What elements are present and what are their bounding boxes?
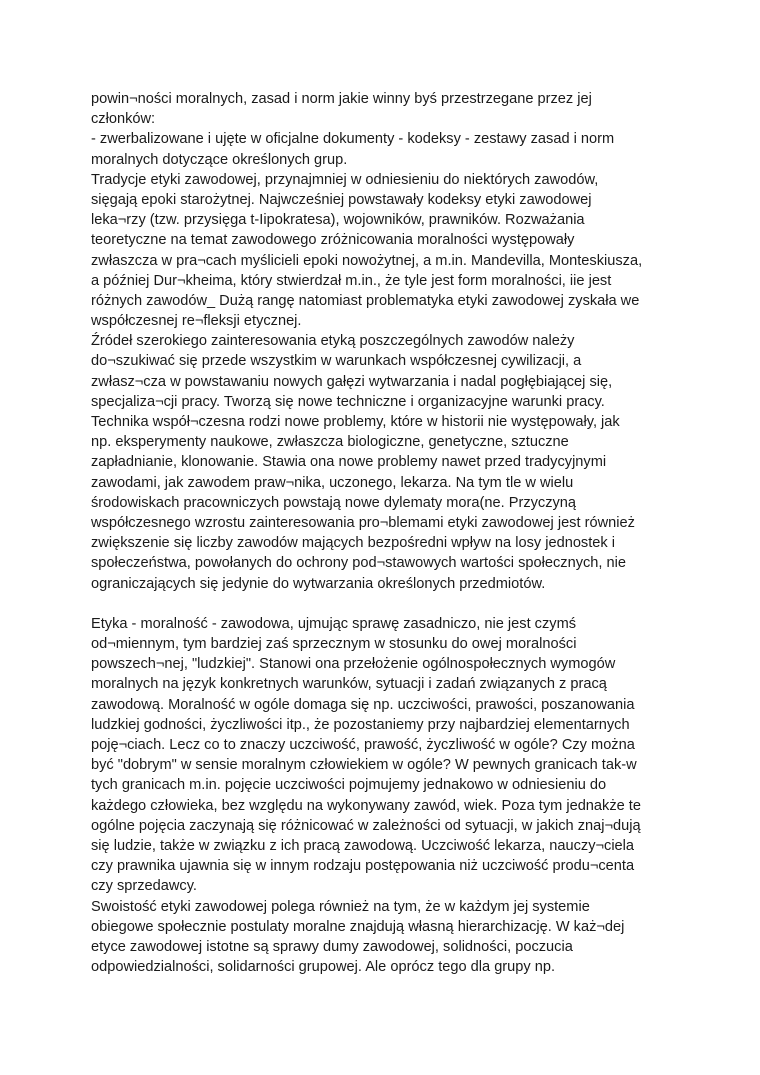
text-line: zwłasz¬cza w powstawaniu nowych gałęzi wytwarzania i nadal pogłębiającej się,	[91, 373, 613, 390]
text-line: zapładnianie, klonowanie. Stawia ona nowe problemy nawet przed tradycyjnymi	[91, 454, 607, 471]
text-line: zwiększenie się liczby zawodów mających bezpośredni wpływ na losy jednostek i	[91, 535, 615, 552]
text-line: Swoistość etyki zawodowej polega również na tym, że w każdym jej systemie	[91, 898, 590, 915]
text-line: zwłaszcza w pra¬cach myślicieli epoki nowożytnej, a m.in. Mandevilla, Monteskiusza,	[91, 252, 643, 269]
text-line: zawodami, jak zawodem praw¬nika, uczonego, lekarza. Na tym tle w wielu	[91, 474, 574, 491]
text-line: od¬miennym, tym bardziej zaś sprzecznym w stosunku do owej moralności	[91, 636, 577, 653]
paragraph-gap	[91, 594, 681, 614]
text-line: Źródeł szerokiego zainteresowania etyką poszczególnych zawodów należy	[91, 333, 575, 350]
text-line: do¬szukiwać się przede wszystkim w warunkach współczesnej cywilizacji, a	[91, 353, 582, 370]
text-line: współczesnej re¬fleksji etycznej.	[91, 313, 302, 330]
text-line: różnych zawodów_ Dużą rangę natomiast problematyka etyki zawodowej zyskała we	[91, 292, 640, 309]
text-line: czy sprzedawcy.	[91, 878, 197, 895]
paragraph-block-2	[91, 614, 681, 977]
text-line: leka¬rzy (tzw. przysięga t-Iipokratesa), wojowników, prawników. Rozważania	[91, 212, 585, 229]
text-line: Technika współ¬czesna rodzi nowe problemy, które w historii nie występowały, jak	[91, 414, 620, 430]
text-line: społeczeństwa, powołanych do ochrony pod¬stawowych wartości społecznych, nie	[91, 555, 626, 572]
document-body	[91, 89, 681, 977]
text-line: współczesnego wzrostu zainteresowania pro¬blemami etyki zawodowej jest również	[91, 514, 635, 531]
text-line: moralnych dotyczące określonych grup.	[91, 151, 348, 168]
text-line: być "dobrym" w sensie moralnym człowiekiem w ogóle? W pewnych granicach tak-w	[91, 757, 637, 774]
text-line: czy prawnika ujawnia się w innym rodzaju postępowania niż uczciwość produ¬centa	[91, 858, 635, 875]
text-line: obiegowe społecznie postulaty moralne znajdują własną hierarchizację. W każ¬dej	[91, 918, 625, 935]
text-line: środowiskach pracowniczych powstają nowe dylematy mora(ne. Przyczyną	[91, 494, 577, 511]
text-line: moralnych na język konkretnych warunków, sytuacji i zadań związanych z pracą	[91, 676, 607, 693]
text-line: tych granicach m.in. pojęcie uczciwości pojmujemy jednakowo w odniesieniu do	[91, 777, 607, 794]
text-line: etyce zawodowej istotne są sprawy dumy zawodowej, solidności, poczucia	[91, 938, 573, 955]
paragraph-block-1	[91, 89, 681, 594]
text-line: odpowiedzialności, solidarności grupowej. Ale oprócz tego dla grupy np.	[91, 959, 556, 976]
text-line: ogólne pojęcia zaczynają się różnicować w zależności od sytuacji, w jakich znaj¬dują	[91, 817, 641, 834]
text-line: się ludzie, także w związku z ich pracą zawodową. Uczciwość lekarza, nauczy¬ciela	[91, 837, 635, 854]
text-line: teoretyczne na temat zawodowego zróżnicowania moralności występowały	[91, 232, 575, 249]
text-line: poję¬ciach. Lecz co to znaczy uczciwość, prawość, życzliwość w ogóle? Czy można	[91, 737, 635, 753]
text-line: a później Dur¬kheima, który stwierdzał m.in., że tyle jest form moralności, iie jest	[91, 272, 612, 289]
text-line: Tradycje etyki zawodowej, przynajmniej w odniesieniu do niektórych zawodów,	[91, 171, 599, 188]
text-line: Etyka - moralność - zawodowa, ujmując sprawę zasadniczo, nie jest czymś	[91, 615, 577, 632]
text-line: - zwerbalizowane i ujęte w oficjalne dokumenty - kodeksy - zestawy zasad i norm	[91, 131, 615, 148]
text-line: sięgają epoki starożytnej. Najwcześniej powstawały kodeksy etyki zawodowej	[91, 191, 592, 208]
text-line: członków:	[91, 111, 156, 128]
text-line: np. eksperymenty naukowe, zwłaszcza biologiczne, genetyczne, sztuczne	[91, 434, 569, 451]
text-line: ludzkiej godności, życzliwości itp., że pozostaniemy przy najbardziej elementarnych	[91, 716, 630, 733]
text-line: powszech¬nej, "ludzkiej". Stanowi ona przełożenie ogólnospołecznych wymogów	[91, 656, 616, 673]
text-line: specjaliza¬cji pracy. Tworzą się nowe techniczne i organizacyjne warunki pracy.	[91, 393, 605, 410]
text-line: zawodową. Moralność w ogóle domaga się np. uczciwości, prawości, poszanowania	[91, 696, 635, 713]
text-line: ograniczających się jedynie do wytwarzania określonych przedmiotów.	[91, 575, 546, 592]
text-line: powin¬ności moralnych, zasad i norm jakie winny byś przestrzegane przez jej	[91, 91, 592, 107]
text-line: każdego człowieka, bez względu na wykonywany zawód, wiek. Poza tym jednakże te	[91, 797, 641, 814]
